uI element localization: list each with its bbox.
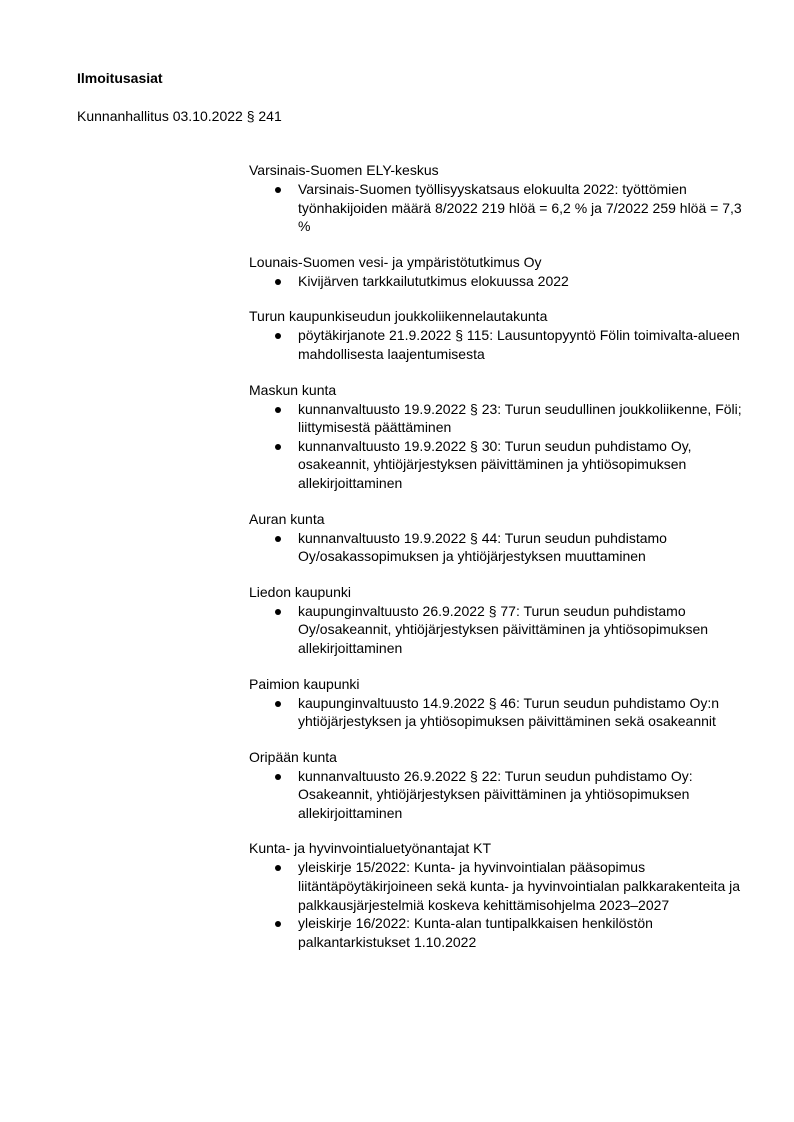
- notice-section: [249, 675, 749, 731]
- bullet-icon: [275, 536, 281, 542]
- bullet-icon: [275, 701, 281, 707]
- notice-item: [249, 180, 749, 236]
- bullet-icon: [275, 774, 281, 780]
- meeting-reference: Kunnanhallitus 03.10.2022 § 241: [77, 108, 282, 124]
- bullet-icon: [275, 279, 281, 285]
- notice-item-text: Kivijärven tarkkailututkimus elokuussa 2022: [298, 272, 569, 289]
- notice-section: [249, 161, 749, 236]
- sender-name: Turun kaupunkiseudun joukkoliikennelautakunta: [249, 308, 548, 325]
- notice-section: [249, 510, 749, 566]
- notice-items: [249, 529, 749, 566]
- notice-item: [249, 602, 749, 658]
- notice-item: [249, 914, 749, 951]
- notice-item-text: yleiskirje 16/2022: Kunta-alan tuntipalkkaisen henkilöstön palkantarkistukset 1.10.2022: [298, 915, 653, 950]
- notice-items: [249, 767, 749, 823]
- notice-item-text: kaupunginvaltuusto 26.9.2022 § 77: Turun seudun puhdistamo Oy/osakeannit, yhtiöjärjestyksen päivittäminen ja yhtiösopimuksen allekirjoittaminen: [298, 602, 709, 656]
- notice-section: [249, 583, 749, 658]
- notice-items: [249, 326, 749, 363]
- notice-item-text: Varsinais-Suomen työllisyyskatsaus elokuulta 2022: työttömien työnhakijoiden määrä 8/2022 219 hlöä = 6,2 % ja 7/2022 259 hlöä = 7,3 %: [298, 181, 742, 235]
- bullet-icon: [275, 333, 281, 339]
- notice-section: [249, 748, 749, 823]
- sender-name: Paimion kaupunki: [249, 675, 360, 692]
- notice-item: [249, 272, 749, 291]
- notice-items: [249, 400, 749, 493]
- notice-section: [249, 253, 749, 291]
- sender-name: Lounais-Suomen vesi- ja ympäristötutkimus Oy: [249, 253, 542, 270]
- notice-item-text: kunnanvaltuusto 26.9.2022 § 22: Turun seudun puhdistamo Oy: Osakeannit, yhtiöjärjestyksen päivittäminen ja yhtiösopimuksen allekirjoittaminen: [298, 767, 693, 821]
- sender-name: Liedon kaupunki: [249, 583, 351, 600]
- notice-item: [249, 437, 749, 493]
- bullet-icon: [275, 444, 281, 450]
- sender-name: Oripään kunta: [249, 748, 337, 765]
- notice-section: [249, 307, 749, 363]
- bullet-icon: [275, 921, 281, 927]
- notice-item: [249, 529, 749, 566]
- notice-item-text: yleiskirje 15/2022: Kunta- ja hyvinvointialan pääsopimus liitäntäpöytäkirjoineen sekä kunta- ja hyvinvointialan palkkarakenteita ja palkkausjärjestelmiä koskeva kehittämisohjelma 2023–2027: [298, 859, 741, 913]
- notice-item: [249, 326, 749, 363]
- sender-name: Auran kunta: [249, 510, 325, 527]
- page-title: Ilmoitusasiat: [77, 70, 163, 86]
- notice-items: [249, 694, 749, 731]
- notice-item-text: kaupunginvaltuusto 14.9.2022 § 46: Turun seudun puhdistamo Oy:n yhtiöjärjestyksen ja yhtiösopimuksen päivittäminen sekä osakeannit: [298, 694, 720, 730]
- notice-item: [249, 767, 749, 823]
- notice-item-text: kunnanvaltuusto 19.9.2022 § 44: Turun seudun puhdistamo Oy/osakassopimuksen ja yhtiöjärjestyksen muuttaminen: [298, 529, 667, 565]
- notice-items: [249, 602, 749, 658]
- notice-item: [249, 400, 749, 437]
- notice-items: [249, 180, 749, 236]
- notice-items: [249, 858, 749, 951]
- bullet-icon: [275, 609, 281, 615]
- notice-items: [249, 272, 749, 291]
- sender-name: Kunta- ja hyvinvointialuetyönantajat KT: [249, 840, 492, 857]
- notice-item-text: pöytäkirjanote 21.9.2022 § 115: Lausuntopyyntö Fölin toimivalta-alueen mahdollisesta laajentumisesta: [298, 327, 740, 362]
- notice-item: [249, 694, 749, 731]
- notice-item-text: kunnanvaltuusto 19.9.2022 § 30: Turun seudun puhdistamo Oy, osakeannit, yhtiöjärjestyksen päivittäminen ja yhtiösopimuksen allekirjoittaminen: [298, 437, 692, 491]
- bullet-icon: [275, 865, 281, 871]
- sender-name: Varsinais-Suomen ELY-keskus: [249, 162, 439, 178]
- notice-item: [249, 858, 749, 914]
- bullet-icon: [275, 407, 281, 413]
- notice-item-text: kunnanvaltuusto 19.9.2022 § 23: Turun seudullinen joukkoliikenne, Föli; liittymisestä päättäminen: [298, 400, 742, 436]
- notice-section: [249, 839, 749, 951]
- sender-name: Maskun kunta: [249, 381, 337, 398]
- bullet-icon: [275, 187, 281, 193]
- notice-section: [249, 381, 749, 493]
- notices-list: [249, 161, 749, 968]
